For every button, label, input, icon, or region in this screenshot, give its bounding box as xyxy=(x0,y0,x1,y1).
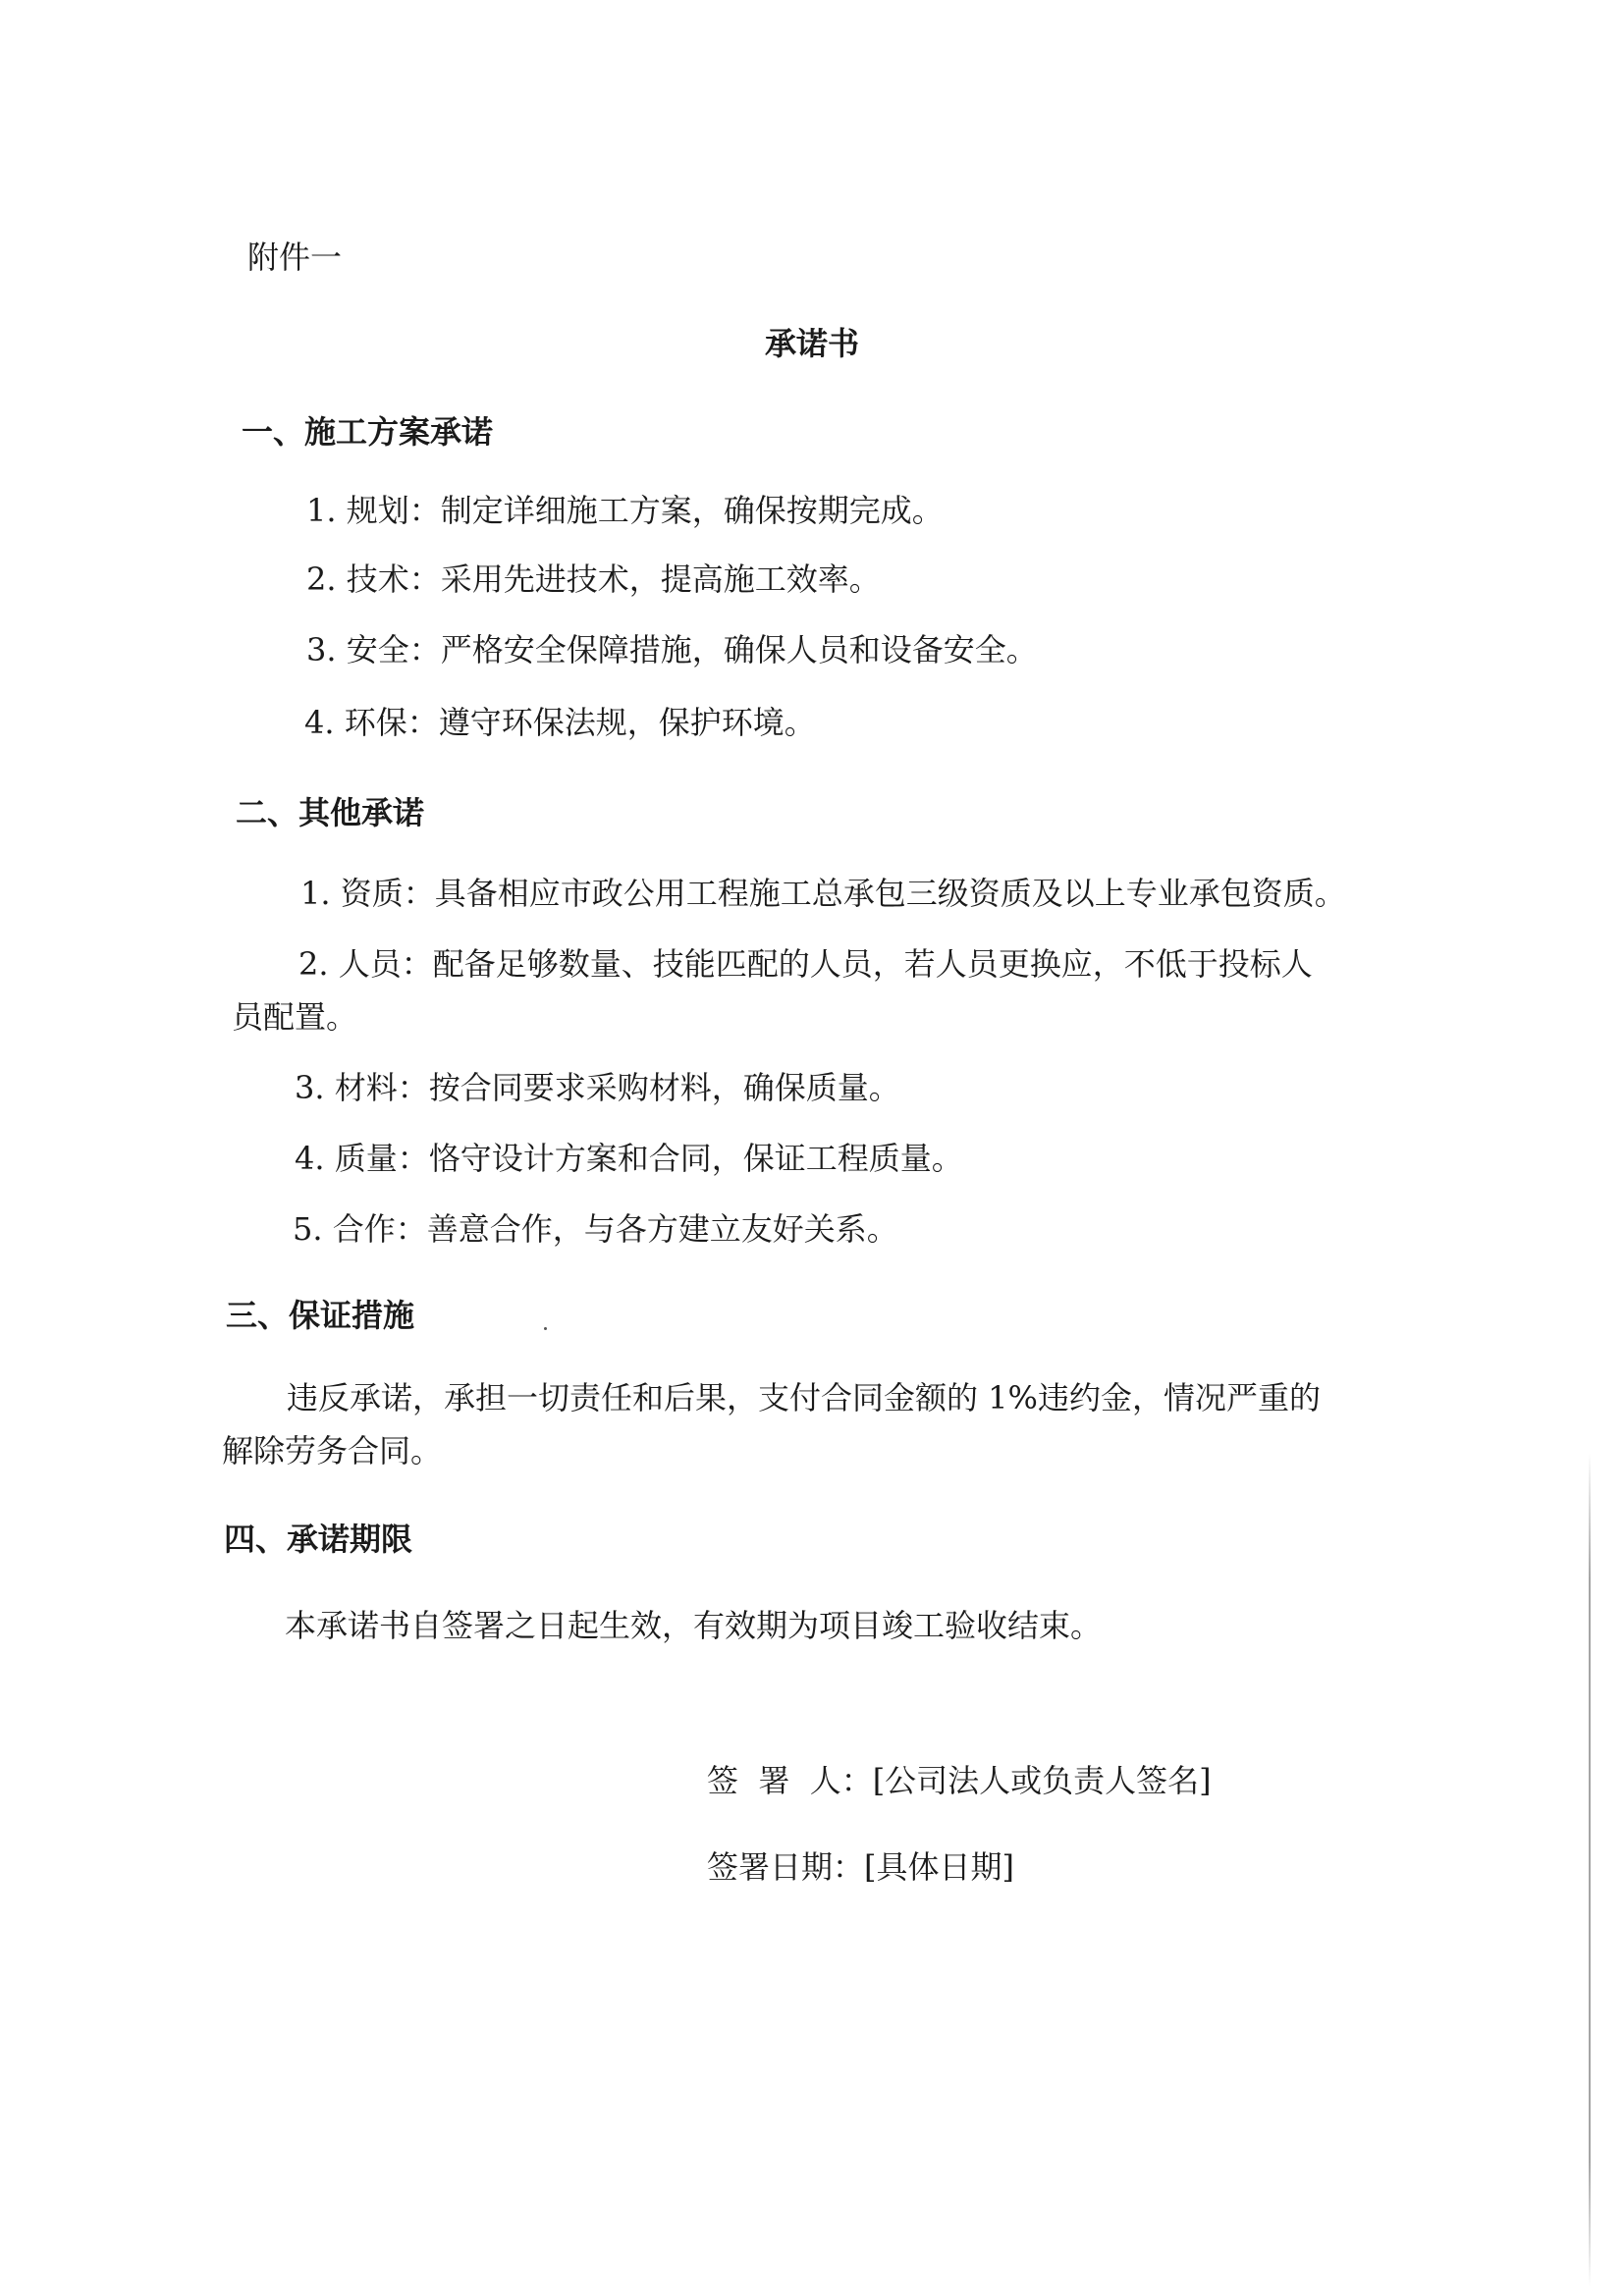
paragraph-line: 违反承诺，承担一切责任和后果，支付合同金额的 1%违约金，情况严重的 xyxy=(287,1379,1321,1416)
scan-speck xyxy=(544,1327,547,1330)
section-heading-other-commitments: 二、其他承诺 xyxy=(236,794,425,831)
section-heading-guarantee-measures: 三、保证措施 xyxy=(226,1297,415,1334)
attachment-label: 附件一 xyxy=(247,239,343,276)
list-item: 4. 质量：恪守设计方案和合同，保证工程质量。 xyxy=(295,1140,963,1177)
document-title: 承诺书 xyxy=(764,325,859,362)
list-item-continuation: 员配置。 xyxy=(232,998,358,1036)
list-item: 3. 安全：严格安全保障措施，确保人员和设备安全。 xyxy=(306,631,1038,668)
section-heading-commitment-period: 四、承诺期限 xyxy=(224,1521,413,1558)
section-heading-construction-plan: 一、施工方案承诺 xyxy=(242,413,494,451)
paragraph-line: 解除劳务合同。 xyxy=(222,1432,443,1469)
list-item: 1. 规划：制定详细施工方案，确保按期完成。 xyxy=(306,492,944,529)
signer-line: 签 署 人：[公司法人或负责人签名] xyxy=(707,1762,1212,1799)
sign-date-line: 签署日期：[具体日期] xyxy=(707,1848,1014,1886)
list-item: 2. 技术：采用先进技术，提高施工效率。 xyxy=(306,561,881,598)
list-item: 4. 环保：遵守环保法规，保护环境。 xyxy=(304,704,816,741)
list-item: 5. 合作：善意合作，与各方建立友好关系。 xyxy=(293,1210,898,1248)
list-item: 1. 资质：具备相应市政公用工程施工总承包三级资质及以上专业承包资质。 xyxy=(300,875,1346,912)
paragraph-line: 本承诺书自签署之日起生效，有效期为项目竣工验收结束。 xyxy=(285,1607,1103,1644)
scan-edge-line xyxy=(1589,1453,1591,2287)
list-item: 2. 人员：配备足够数量、技能匹配的人员，若人员更换应，不低于投标人 xyxy=(298,945,1313,983)
list-item: 3. 材料：按合同要求采购材料，确保质量。 xyxy=(295,1069,900,1106)
